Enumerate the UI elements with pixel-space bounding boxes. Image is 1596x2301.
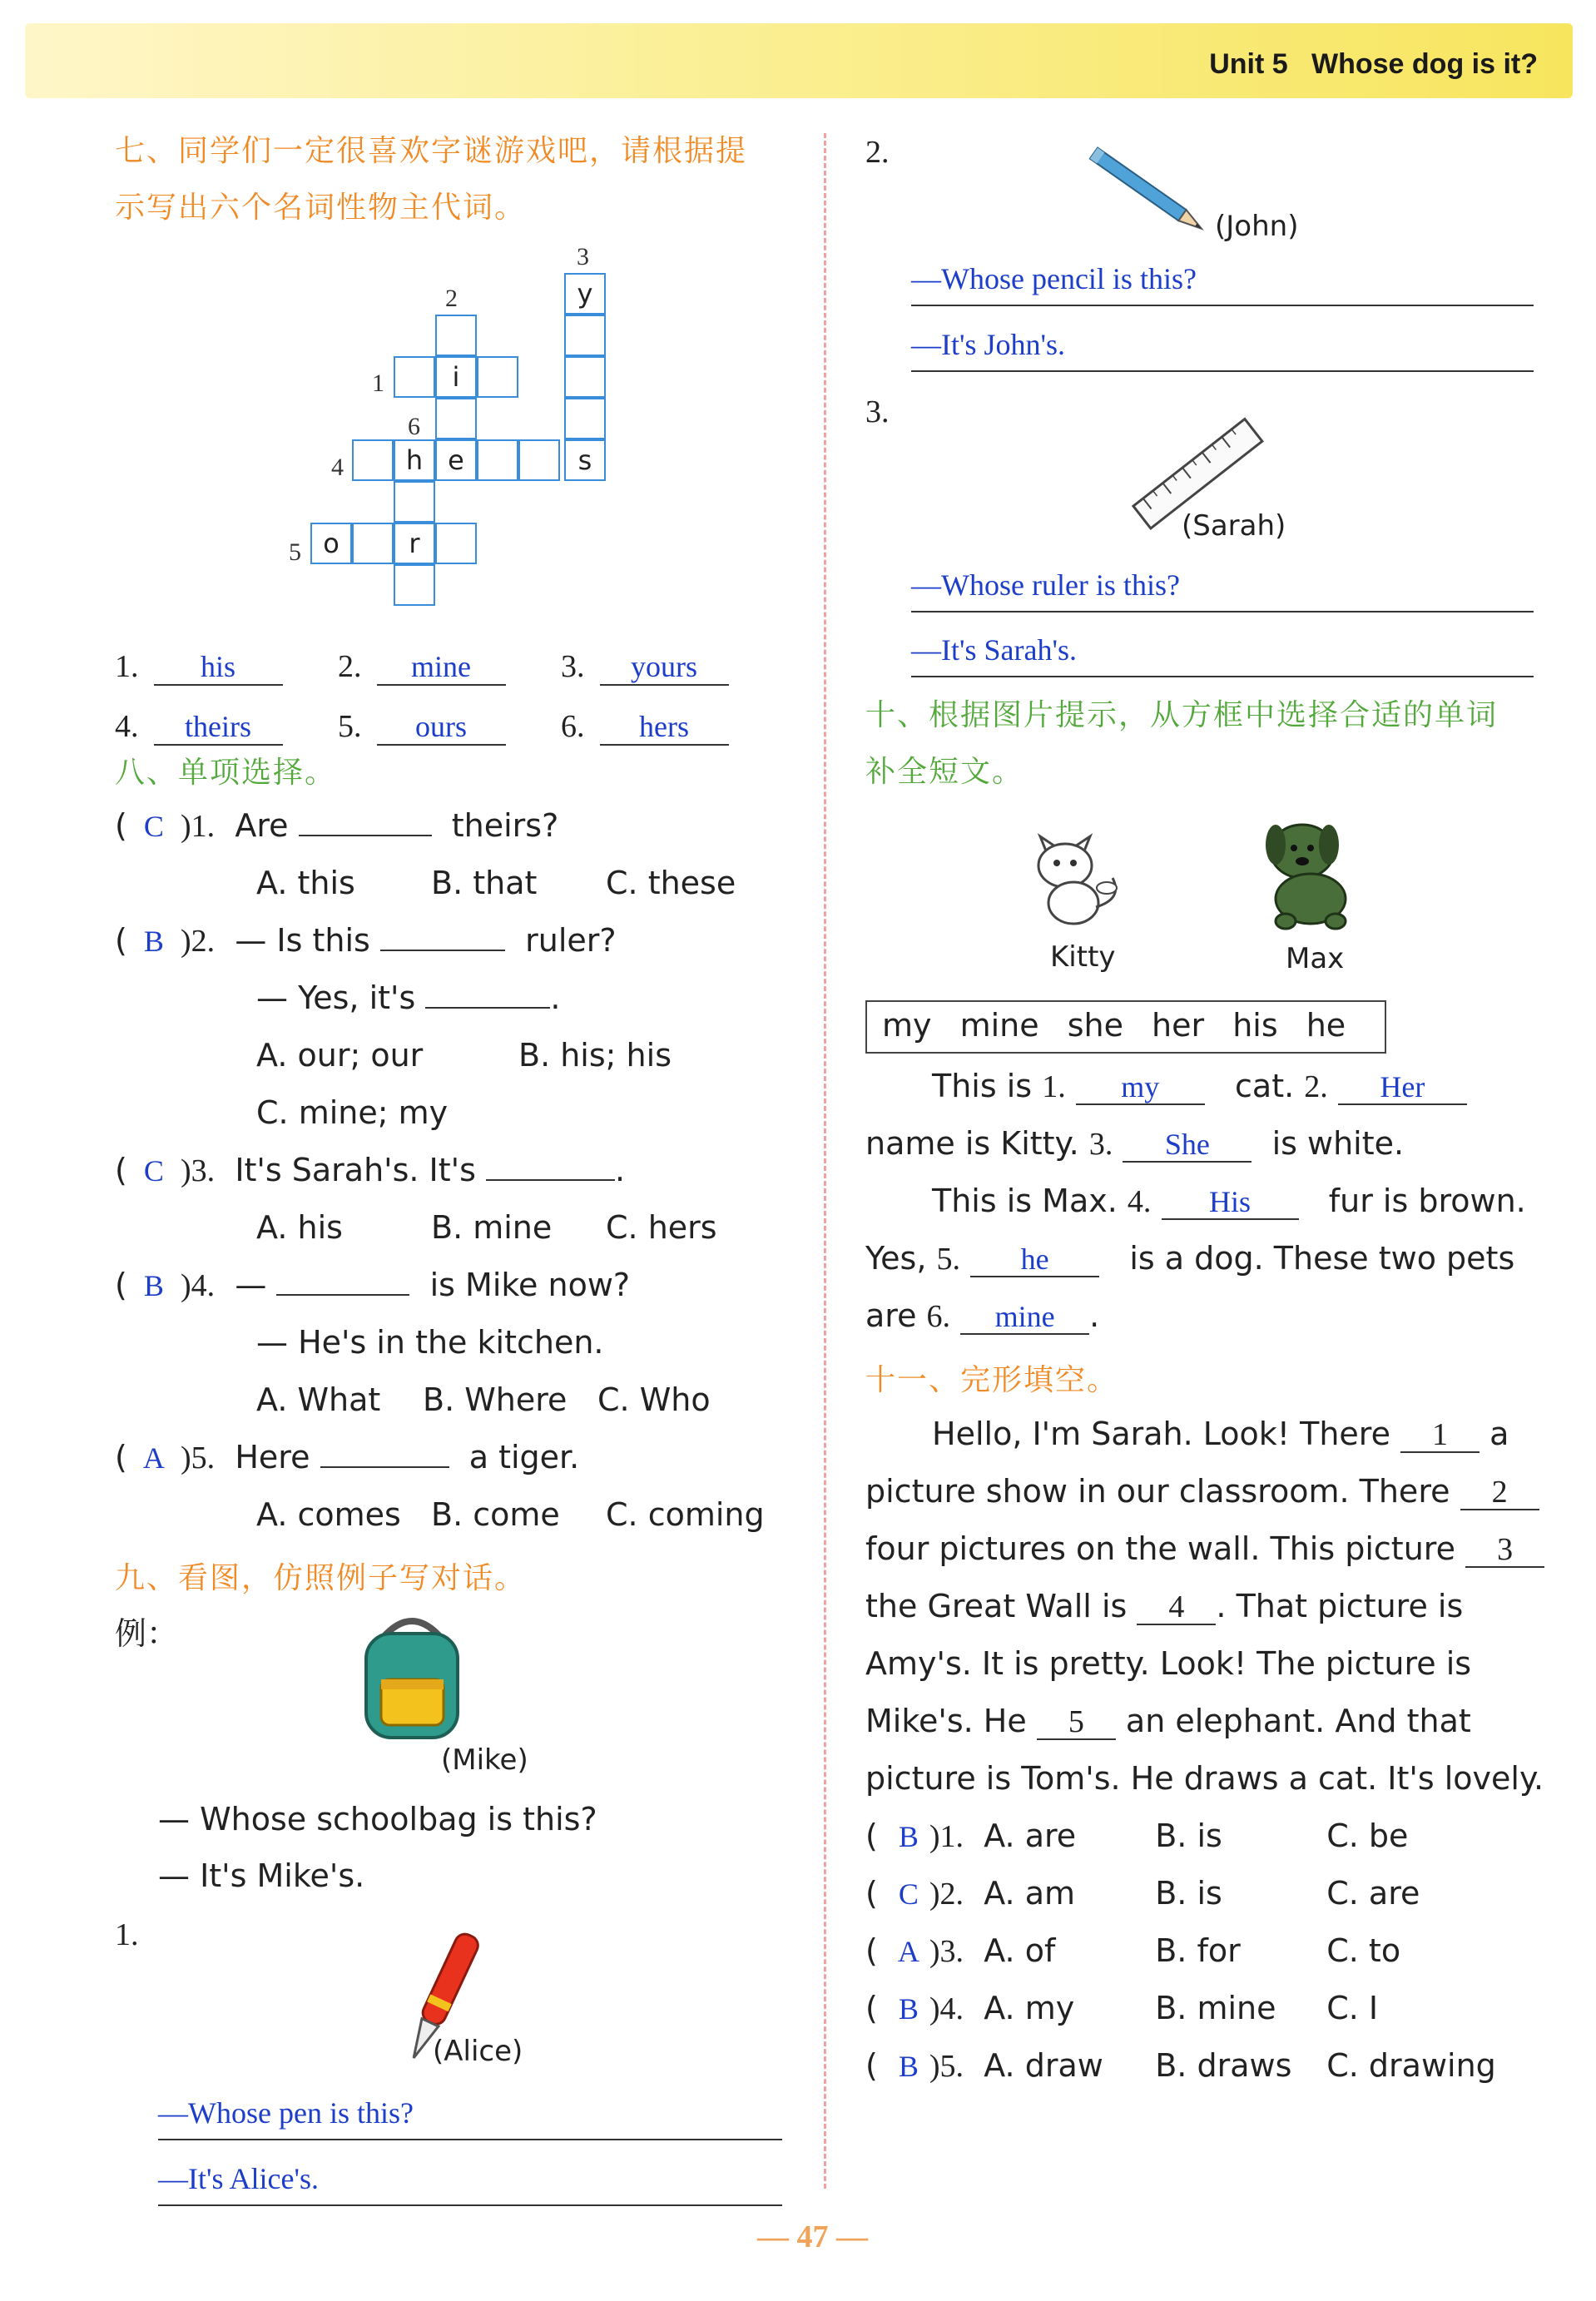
cloze-blank: 1 — [1400, 1418, 1480, 1453]
crossword-cell: y — [564, 273, 606, 315]
clue-number-1: 1 — [372, 369, 384, 397]
answer-blank[interactable]: theirs — [154, 709, 283, 746]
item-2-owner: (John) — [1215, 210, 1299, 243]
passage-blank[interactable]: mine — [960, 1300, 1089, 1335]
passage-blank[interactable]: he — [970, 1242, 1099, 1277]
crossword-cell — [394, 564, 435, 606]
section-8-title: 八、单项选择。 — [115, 756, 337, 790]
word-box: my mine she her his he — [865, 1000, 1386, 1054]
crossword-cell — [564, 398, 606, 439]
cloze-blank: 5 — [1037, 1705, 1116, 1740]
cloze-blank: 3 — [1465, 1533, 1544, 1568]
passage-blank[interactable]: She — [1123, 1128, 1252, 1163]
example-answer: — It's Mike's. — [158, 1857, 365, 1894]
crossword-cell — [394, 356, 435, 398]
answer-blank[interactable]: mine — [377, 649, 506, 686]
crossword-cell — [394, 481, 435, 523]
cat-name: Kitty — [1050, 940, 1116, 974]
column-divider — [824, 133, 826, 2189]
item-1-number: 1. — [115, 1917, 139, 1952]
example-owner: (Mike) — [441, 1743, 528, 1777]
example-label: 例： — [115, 1617, 179, 1652]
crossword-cell: s — [564, 439, 606, 481]
answer-blank[interactable]: hers — [600, 709, 729, 746]
crossword-cell: o — [310, 523, 352, 564]
section-10-title: 十、根据图片提示，从方框中选择合适的单词 补全短文。 — [865, 698, 1499, 789]
section-9-title: 九、看图，仿照例子写对话。 — [115, 1561, 527, 1595]
example-question: — Whose schoolbag is this? — [158, 1801, 597, 1837]
passage-blank[interactable]: Her — [1338, 1070, 1467, 1105]
crossword-cell — [352, 523, 394, 564]
answer-blank[interactable]: his — [154, 649, 283, 686]
item-3-answer-line[interactable]: —It's Sarah's. — [911, 632, 1534, 677]
crossword-cell — [352, 439, 394, 481]
crossword-cell — [564, 315, 606, 356]
dog-icon — [1252, 811, 1369, 936]
item-3-owner: (Sarah) — [1182, 509, 1286, 543]
cat-icon — [1019, 820, 1136, 928]
crossword-cell — [435, 315, 477, 356]
item-2-answer-line[interactable]: —It's John's. — [911, 327, 1534, 372]
crossword-cell: r — [394, 523, 435, 564]
cloze-blank: 2 — [1460, 1475, 1539, 1510]
answer-blank[interactable]: yours — [600, 649, 729, 686]
schoolbag-icon — [349, 1613, 474, 1746]
crossword-cell — [518, 439, 560, 481]
item-1-owner: (Alice) — [433, 2035, 523, 2068]
crossword-cell — [435, 398, 477, 439]
section-7-answers: 1. his 2. mine 3. yours 4. theirs 5. ours 6. hers — [115, 631, 747, 746]
passage-blank[interactable]: His — [1162, 1185, 1299, 1220]
clue-number-5: 5 — [289, 538, 301, 566]
item-2-question-line[interactable]: —Whose pencil is this? — [911, 261, 1534, 306]
section-10-passage: This is 1. my cat. 2. Her name is Kitty. 3. She is white. This is Max. 4. His fur is brown. Yes, 5. he is a dog. These two pets are 6. mine . — [865, 1068, 1526, 1334]
clue-number-6: 6 — [408, 413, 420, 440]
crossword-cell — [435, 523, 477, 564]
item-1-question-line[interactable]: —Whose pen is this? — [158, 2095, 782, 2140]
item-1-answer-line[interactable]: —It's Alice's. — [158, 2161, 782, 2206]
cloze-blank: 4 — [1137, 1590, 1216, 1625]
crossword-cell: h — [394, 439, 435, 481]
answer-blank[interactable]: ours — [377, 709, 506, 746]
section-11-title: 十一、完形填空。 — [865, 1363, 1119, 1397]
crossword-cell — [477, 439, 518, 481]
section-8-questions: ( C )1. Are theirs? A. this B. that C. these ( B )2. — Is this ruler? — Yes, it's . A. our; our B. his; his C. mine; my ( C )3. It's Sarah's. It's . A. his B. mine C. hers ( B )4. — is Mike now? — He's in the kitchen. A. What B. Where C. Who ( A )5. Here a tiger. A. comes B. come C. coming — [115, 807, 765, 1533]
item-3-number: 3. — [865, 394, 890, 429]
item-3-question-line[interactable]: —Whose ruler is this? — [911, 568, 1534, 612]
clue-number-2: 2 — [445, 285, 458, 312]
crossword-cell: i — [435, 356, 477, 398]
section-7-title: 七、同学们一定很喜欢字谜游戏吧，请根据提 示写出六个名词性物主代词。 — [115, 134, 748, 225]
passage-blank[interactable]: my — [1076, 1070, 1205, 1105]
clue-number-4: 4 — [331, 454, 344, 481]
clue-number-3: 3 — [577, 243, 589, 270]
unit-title: Unit 5 Whose dog is it? — [1209, 48, 1538, 80]
page-number: — 47 — — [757, 2219, 868, 2254]
crossword-cell — [477, 356, 518, 398]
pencil-icon — [1082, 141, 1215, 241]
crossword-cell: e — [435, 439, 477, 481]
crossword-cell — [564, 356, 606, 398]
item-2-number: 2. — [865, 135, 890, 170]
dog-name: Max — [1286, 942, 1345, 975]
section-11-passage: Hello, I'm Sarah. Look! There 1 a picture show in our classroom. There 2 four pictures on the wall. This picture 3 the Great Wall is 4 . That picture is Amy's. It is pretty. Look! The picture is Mike's. He 5 an elephant. And that picture is Tom's. He draws a cat. It's lovely. ( B )1. A. are B. is C. be ( C )2. A. am B. is C. are ( A )3. A. of B. for C. to ( B )4. A. my B. mine C. I ( B )5. A. draw B. draws C. drawing — [865, 1416, 1544, 2084]
